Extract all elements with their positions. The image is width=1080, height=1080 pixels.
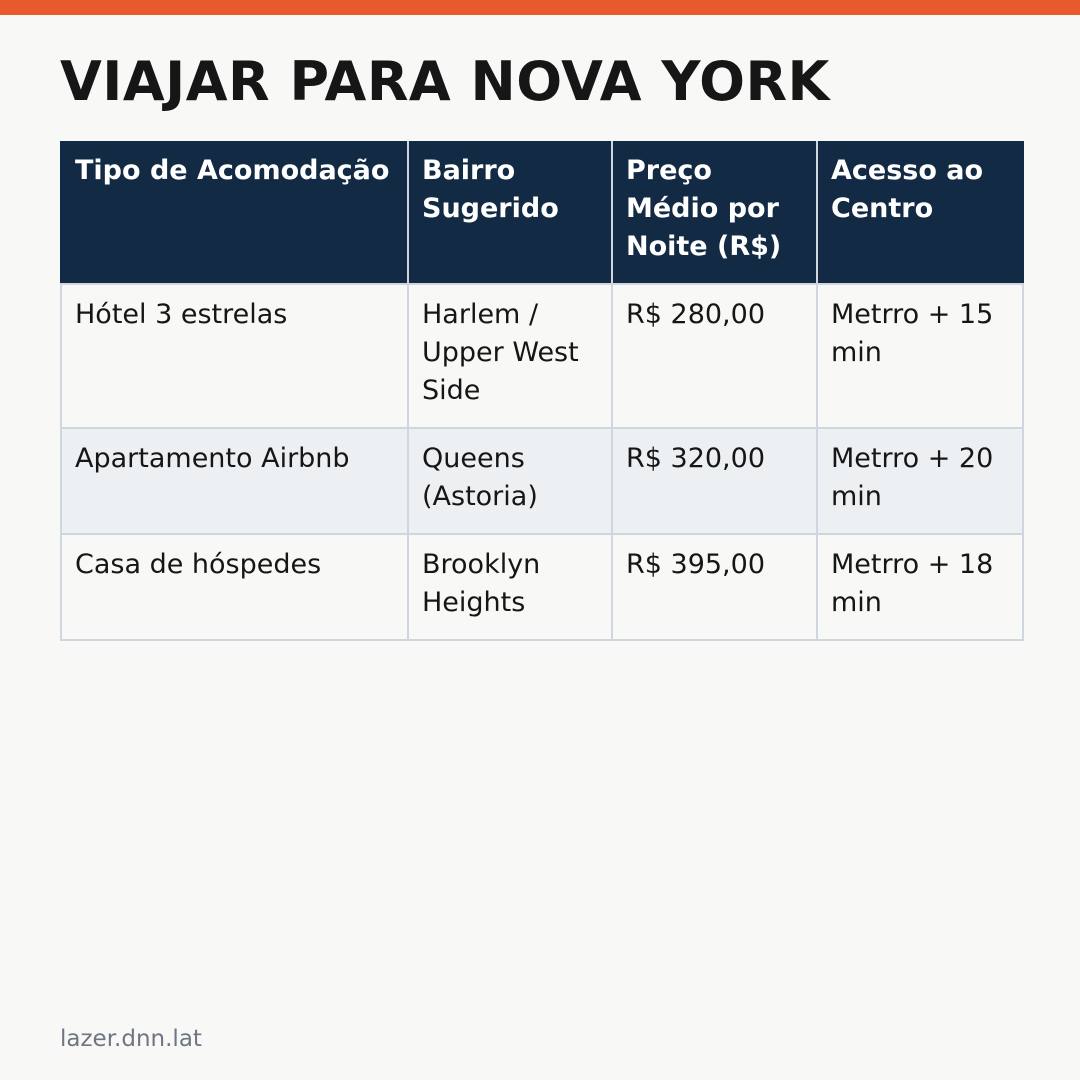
cell-price: R$ 280,00 — [612, 284, 817, 428]
cell-access: Metrro + 18 min — [817, 534, 1023, 640]
footer-site-url: lazer.dnn.lat — [60, 1026, 202, 1052]
lodging-table-container — [60, 141, 1022, 641]
header-average-nightly-price: Preço Médio por Noite (R$) — [612, 141, 817, 284]
lodging-table — [60, 141, 1024, 641]
cell-neighborhood: Queens (Astoria) — [408, 428, 612, 534]
header-downtown-access: Acesso ao Centro — [817, 141, 1023, 284]
table-header-row — [61, 141, 1023, 284]
accent-bar — [0, 0, 1080, 15]
cell-access: Metrro + 20 min — [817, 428, 1023, 534]
cell-access: Metrro + 15 min — [817, 284, 1023, 428]
cell-price: R$ 395,00 — [612, 534, 817, 640]
header-suggested-neighborhood: Bairro Sugerido — [408, 141, 612, 284]
table-row — [61, 534, 1023, 640]
cell-neighborhood: Brooklyn Heights — [408, 534, 612, 640]
cell-accommodation-type: Casa de hóspedes — [61, 534, 408, 640]
cell-accommodation-type: Hótel 3 estrelas — [61, 284, 408, 428]
header-accommodation-type: Tipo de Acomodação — [61, 141, 408, 284]
page-title: VIAJAR PARA NOVA YORK — [60, 50, 830, 113]
table-row — [61, 428, 1023, 534]
cell-price: R$ 320,00 — [612, 428, 817, 534]
table-row — [61, 284, 1023, 428]
cell-neighborhood: Harlem / Upper West Side — [408, 284, 612, 428]
cell-accommodation-type: Apartamento Airbnb — [61, 428, 408, 534]
